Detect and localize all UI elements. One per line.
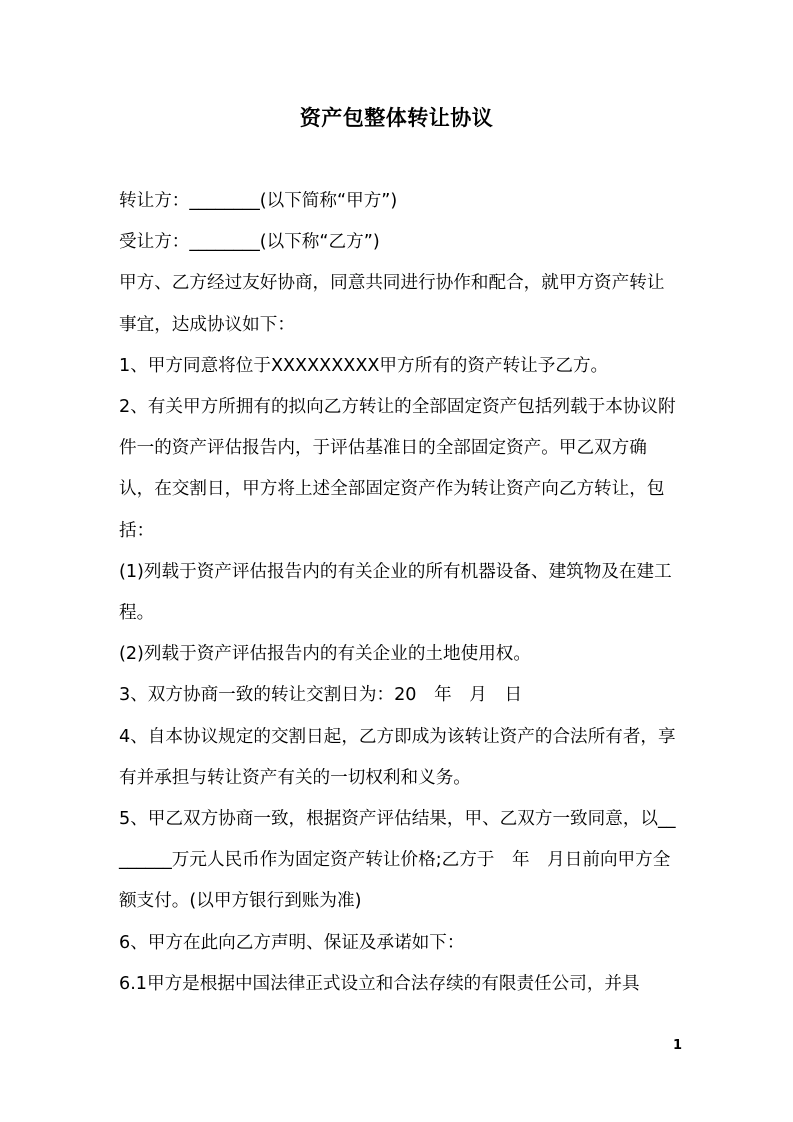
paragraph-transferor: 转让方：________(以下简称“甲方”): [119, 191, 398, 211]
document-body: [119, 181, 679, 1005]
paragraph-clause-4: 4、自本协议规定的交割日起，乙方即成为该转让资产的合法所有者，享有并承担与转让资产有关的一切权利和义务。: [119, 726, 676, 788]
paragraph-transferee: 受让方：________(以下称“乙方”): [119, 232, 380, 253]
paragraph-clause-2-item-2: (2)列载于资产评估报告内的有关企业的土地使用权。: [119, 644, 531, 665]
document-title: 资产包整体转让协议: [299, 106, 494, 130]
paragraph-clause-5: 5、甲乙双方协商一致，根据资产评估结果，甲、乙双方一致同意，以________万元人民币作为固定资产转让价格;乙方于 年 月日前向甲方全额支付。(以甲方银行到账为准): [119, 809, 676, 912]
paragraph-clause-6: 6、甲方在此向乙方声明、保证及承诺如下：: [119, 932, 465, 953]
paragraph-preamble: 甲方、乙方经过友好协商，同意共同进行协作和配合，就甲方资产转让事宜，达成协议如下：: [119, 273, 665, 335]
page-number: 1: [672, 1038, 682, 1053]
paragraph-clause-3: 3、双方协商一致的转让交割日为：20 年 月 日: [119, 685, 523, 706]
paragraph-clause-2-item-1: (1)列载于资产评估报告内的有关企业的所有机器设备、建筑物及在建工程。: [119, 561, 672, 624]
paragraph-clause-2: 2、有关甲方所拥有的拟向乙方转让的全部固定资产包括列载于本协议附件一的资产评估报告内，于评估基准日的全部固定资产。甲乙双方确认，在交割日，甲方将上述全部固定资产作为转让资产向乙方转让，包括：: [119, 397, 676, 541]
paragraph-clause-1: 1、甲方同意将位于XXXXXXXXX甲方所有的资产转让予乙方。: [119, 355, 609, 376]
paragraph-clause-6-1: 6.1甲方是根据中国法律正式设立和合法存续的有限责任公司，并具: [119, 973, 640, 994]
